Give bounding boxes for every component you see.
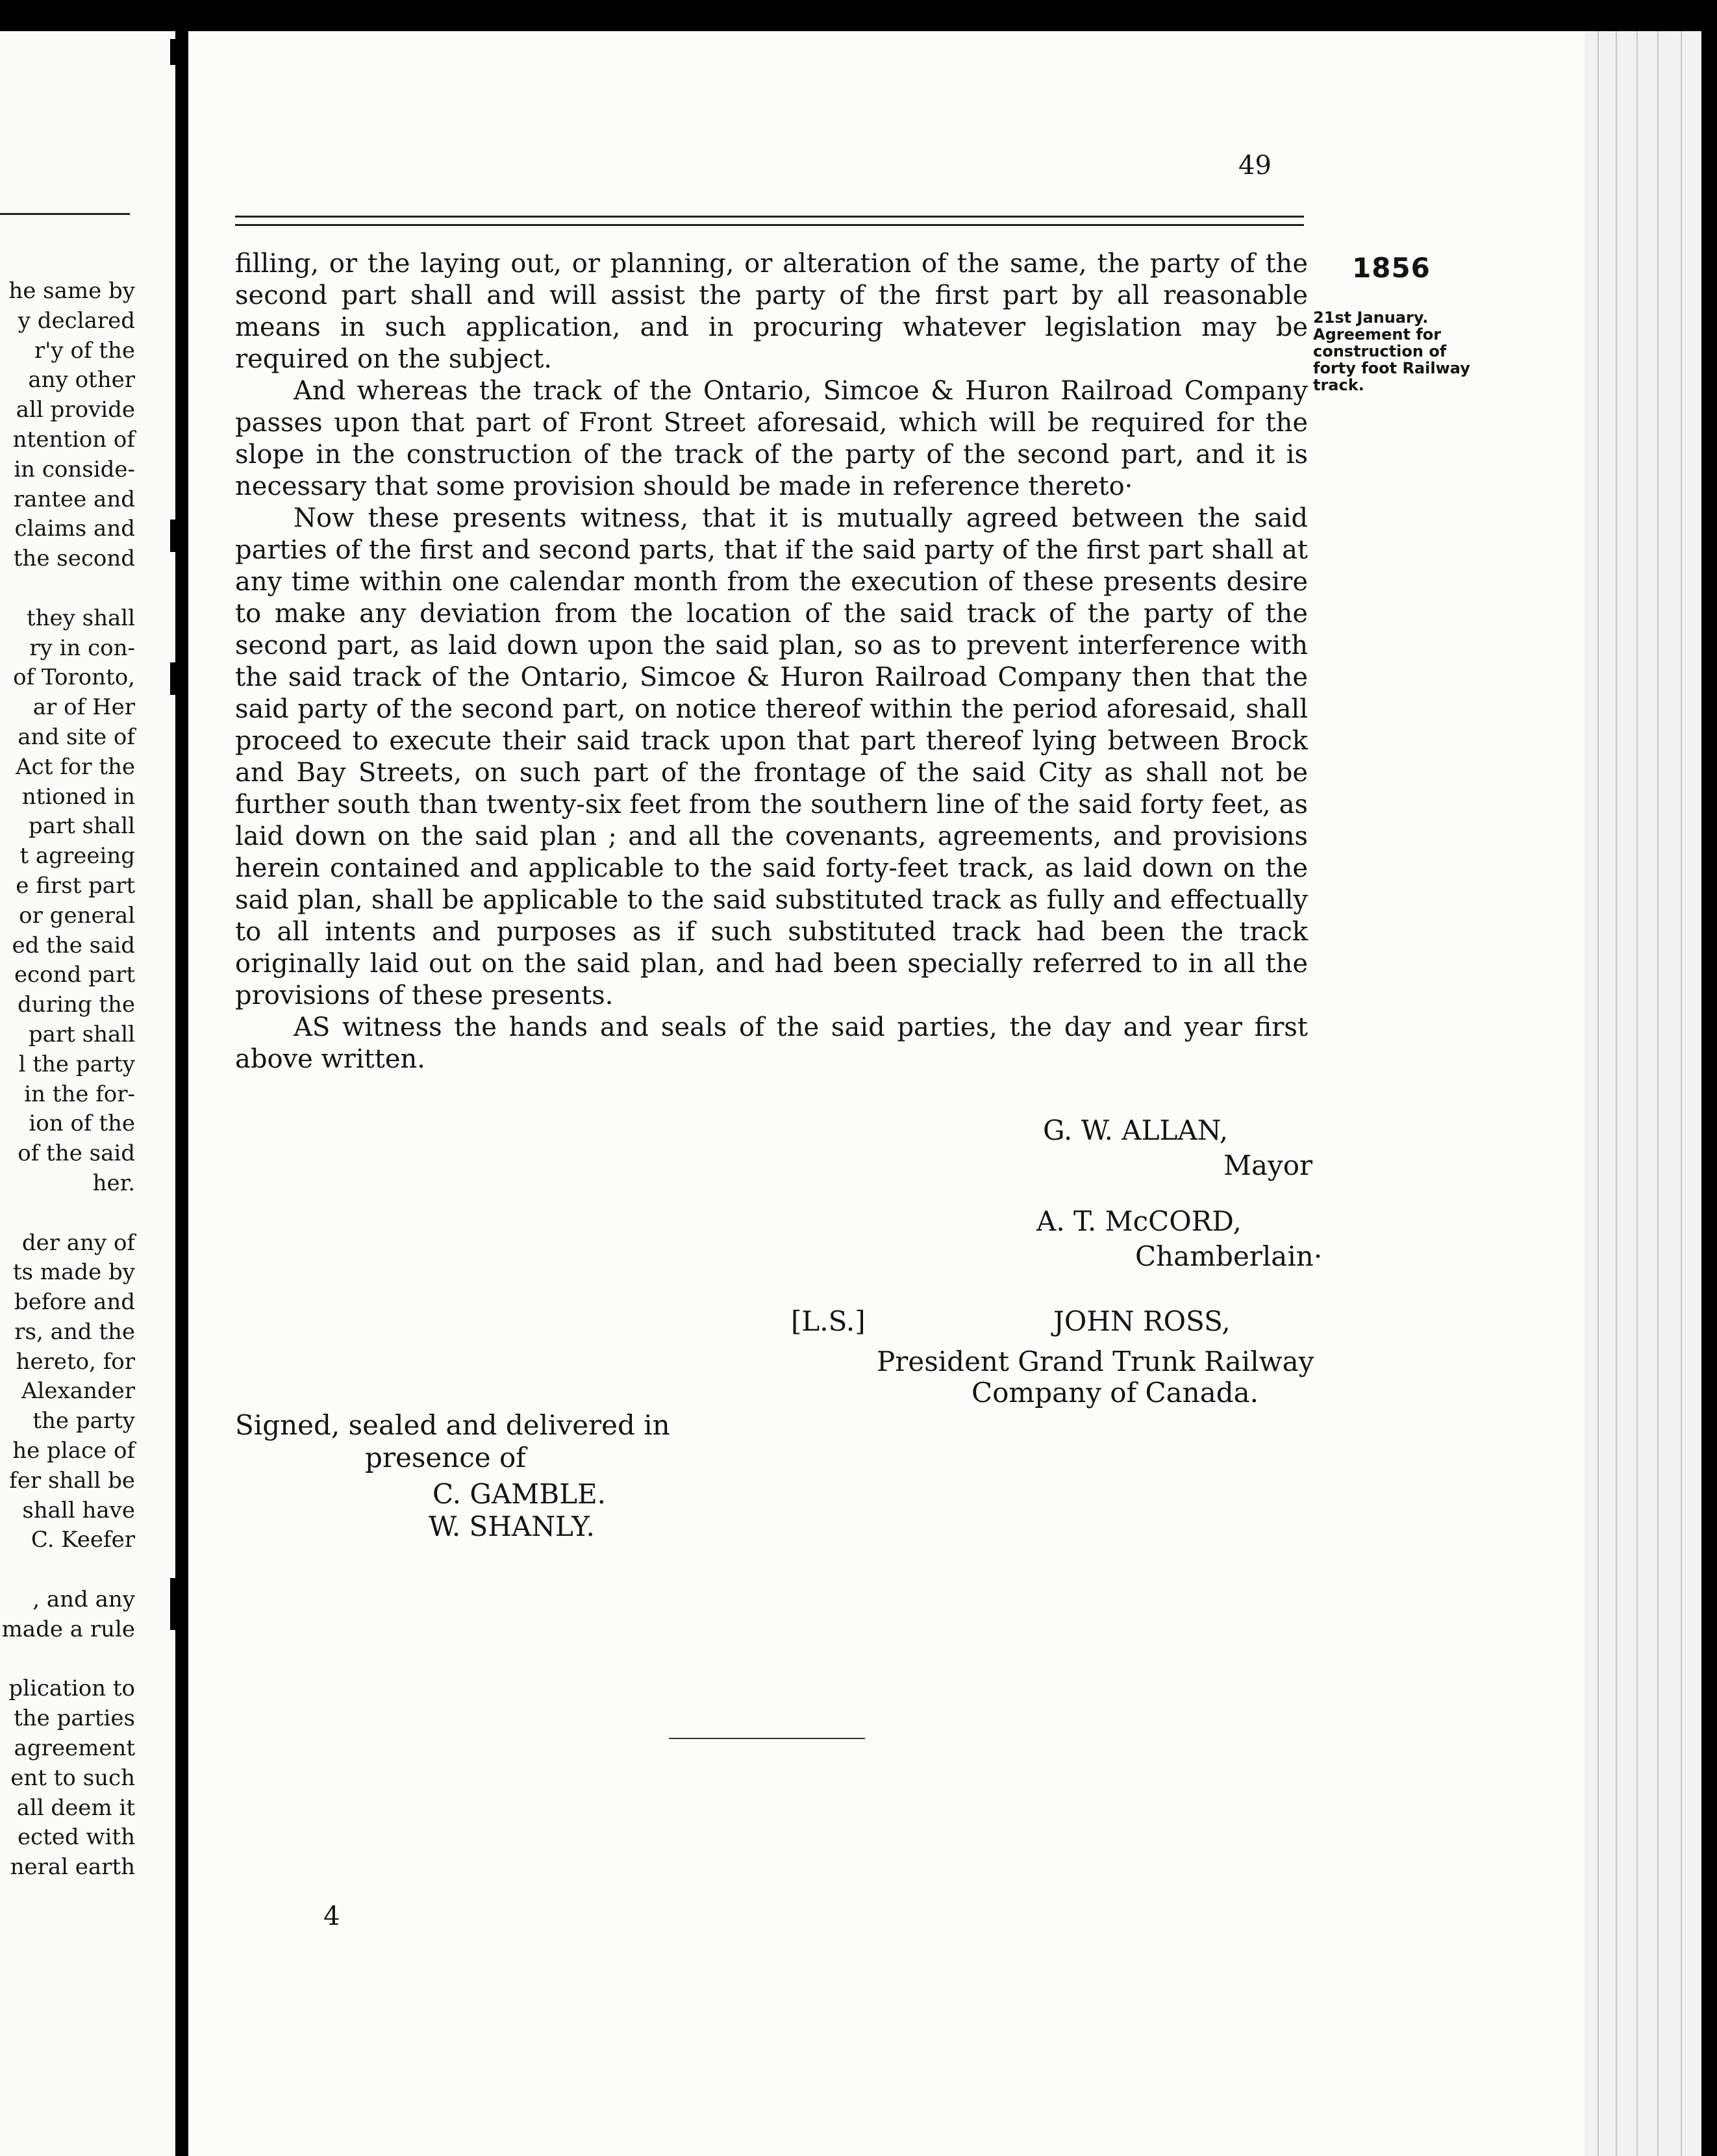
facing-page-line: of Toronto, [13, 664, 135, 691]
facing-page [0, 31, 175, 2156]
facing-page-line: during the [18, 992, 135, 1018]
facing-page-line: plication to [8, 1675, 135, 1702]
witness-name: C. GAMBLE. [432, 1478, 606, 1510]
facing-page-line: t agreeing [19, 843, 135, 870]
facing-page-line: claims and [14, 516, 135, 542]
facing-page-line: hereto, for [16, 1348, 135, 1375]
facing-page-line: her. [92, 1170, 135, 1196]
facing-page-line: ected with [17, 1824, 135, 1851]
facing-page-line: econd part [14, 962, 135, 988]
body-text [235, 248, 1308, 1075]
facing-page-line: ion of the [29, 1110, 135, 1137]
facing-page-line: Act for the [16, 753, 135, 780]
facing-page-line: before and [14, 1289, 135, 1316]
gutter-mark [170, 39, 177, 65]
signature-mark: 4 [323, 1901, 340, 1931]
facing-page-line: in conside- [14, 456, 135, 483]
facing-page-line: fer shall be [9, 1467, 135, 1494]
facing-page-line: neral earth [10, 1854, 135, 1881]
witness-name: W. SHANLY. [429, 1510, 595, 1542]
facing-page-line: , and any [32, 1586, 135, 1613]
facing-page-line: ar of Her [32, 694, 135, 721]
facing-page-line: any other [28, 367, 135, 394]
facing-page-line: r'y of the [34, 337, 135, 364]
facing-page-line: all deem it [16, 1794, 135, 1821]
facing-page-line: of the said [18, 1140, 135, 1167]
facing-page-line: Alexander [21, 1378, 135, 1405]
facing-page-line: the parties [14, 1705, 135, 1732]
facing-page-line: l the party [18, 1051, 135, 1077]
margin-year: 1856 [1352, 252, 1431, 284]
signatory-title: President Grand Trunk Railway [877, 1346, 1314, 1377]
facing-page-line: y declared [18, 307, 135, 334]
facing-page-line [0, 574, 135, 604]
header-rule [235, 216, 1304, 226]
facing-page-line [0, 1645, 135, 1675]
signatory-title: Mayor [1223, 1149, 1313, 1181]
facing-page-line: agreement [14, 1735, 135, 1762]
facing-page-line [0, 1555, 135, 1585]
facing-page-rule [0, 213, 130, 215]
facing-page-line: rantee and [13, 486, 135, 512]
facing-page-line: ed the said [12, 932, 135, 959]
witness-clause: Signed, sealed and delivered in [235, 1409, 670, 1441]
body-paragraph: AS witness the hands and seals of the said parties, the day and year first above written. [235, 1012, 1308, 1074]
facing-page-line: or general [19, 902, 135, 929]
facing-page-line: C. Keefer [31, 1527, 135, 1553]
signatory-name: G. W. ALLAN, [1043, 1114, 1229, 1146]
seal-mark: [L.S.] [791, 1305, 866, 1337]
facing-page-line: he same by [8, 278, 135, 304]
facing-page-line: and site of [18, 723, 135, 750]
facing-page-line: all provide [16, 397, 135, 423]
facing-page-line: the party [32, 1408, 135, 1435]
facing-page-line: he place of [12, 1438, 135, 1464]
body-paragraph: Now these presents witness, that it is mutually agreed between the said parties of the first and second parts, that if the said party of the first part shall at any time within one calendar month from the execution of these presents desire to make any deviation from the location of the said track of the party of the second part, as laid down upon the said plan, so as to prevent interference with the said track of the Ontario, Simcoe & Huron Railroad Company then that the said party of the second part, on notice thereof within the period aforesaid, shall proceed to execute their said track upon that part thereof lying between Brock and Bay Streets, on such part of the frontage of the said City as shall not be further south than twenty-six feet from the southern line of the said forty feet, as laid down on the said plan ; and all the covenants, agreements, and provisions herein contained and applicable to the said forty-feet track, as laid down on the said plan, shall be applicable to the said substituted track as fully and effectually to all intents and purposes as if such substituted track had been the track originally laid out on the said plan, and had been specially referred to in all the provisions of these presents. [235, 503, 1308, 1010]
margin-note: 21st January. Agreement for construction of forty foot Railway track. [1313, 308, 1470, 394]
facing-page-line: ent to such [10, 1764, 135, 1791]
page-number: 49 [1238, 151, 1272, 181]
facing-page-line: shall have [22, 1497, 135, 1523]
facing-page-line [0, 1199, 135, 1229]
facing-page-line: ry in con- [29, 634, 135, 661]
gutter-mark [170, 1578, 177, 1630]
footer-rule [669, 1738, 865, 1739]
signatory-title: Company of Canada. [971, 1377, 1259, 1409]
facing-page-line: part shall [28, 813, 135, 840]
signatory-name: JOHN ROSS, [1053, 1305, 1231, 1337]
gutter-mark [170, 662, 177, 695]
facing-page-line: e first part [16, 872, 135, 899]
facing-page-line: made a rule [1, 1616, 135, 1642]
facing-page-line: rs, and the [14, 1318, 135, 1345]
facing-page-line: part shall [28, 1021, 135, 1047]
signatory-title: Chamberlain· [1135, 1240, 1323, 1272]
facing-page-line: ntioned in [21, 783, 135, 810]
witness-clause: presence of [365, 1442, 526, 1473]
facing-page-line: ts made by [12, 1259, 135, 1286]
facing-page-text [0, 277, 135, 1883]
gutter-mark [170, 520, 177, 552]
signatory-name: A. T. McCORD, [1036, 1205, 1242, 1237]
facing-page-line: they shall [26, 605, 135, 631]
facing-page-line: the second [13, 545, 135, 572]
facing-page-line: der any of [21, 1229, 135, 1256]
page-edges [1585, 31, 1701, 2156]
body-paragraph: filling, or the laying out, or planning, or alteration of the same, the party of the second part shall and will assist the party of the first part by all reasonable means in such application, and in procuring whatever legislation may be required on the subject. [235, 249, 1308, 374]
facing-page-line: in the for- [24, 1081, 135, 1107]
facing-page-line: ntention of [12, 426, 135, 453]
body-paragraph: And whereas the track of the Ontario, Simcoe & Huron Railroad Company passes upon that part of Front Street aforesaid, which will be required for the slope in the construction of the track of the party of the second part, and it is necessary that some provision should be made in reference thereto· [235, 376, 1308, 501]
